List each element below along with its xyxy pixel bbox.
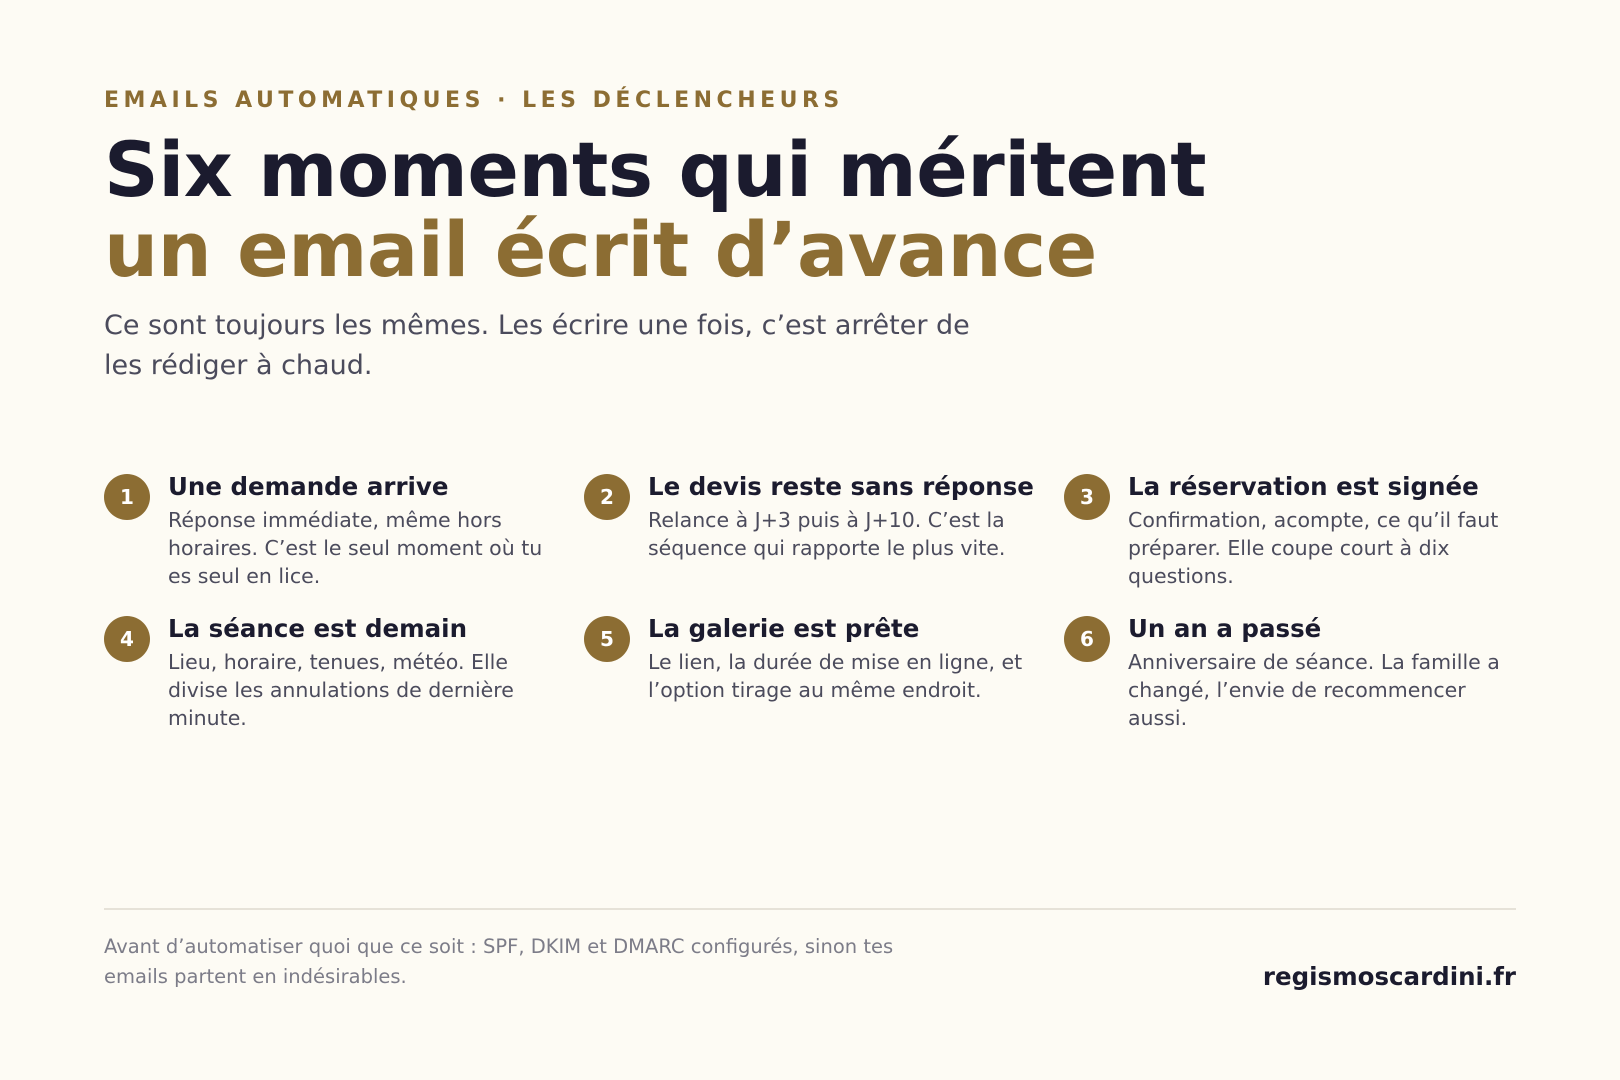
trigger-item-text xyxy=(648,614,1040,704)
footer-note: Avant d’automatiser quoi que ce soit : SPF, DKIM et DMARC configurés, sinon tes emails partent en indésirables. xyxy=(104,935,894,988)
trigger-item xyxy=(584,472,1064,590)
trigger-title: La galerie est prête xyxy=(648,614,920,643)
trigger-item-text xyxy=(168,472,560,590)
trigger-title: Le devis reste sans réponse xyxy=(648,472,1034,501)
trigger-description: Réponse immédiate, même hors horaires. C’est le seul moment où tu es seul en lice. xyxy=(168,508,543,588)
trigger-description: Relance à J+3 puis à J+10. C’est la séquence qui rapporte le plus vite. xyxy=(648,508,1006,560)
trigger-title: Une demande arrive xyxy=(168,472,449,501)
trigger-item-text xyxy=(1128,472,1516,590)
page-title-line-2: un email écrit d’avance xyxy=(104,205,1097,294)
step-number-badge: 1 xyxy=(104,474,150,520)
page-title xyxy=(104,125,1207,294)
trigger-item-text xyxy=(648,472,1040,562)
step-number-badge: 5 xyxy=(584,616,630,662)
trigger-title: La réservation est signée xyxy=(1128,472,1479,501)
site-link[interactable]: regismoscardini.fr xyxy=(1262,962,1516,991)
trigger-description: Lieu, horaire, tenues, météo. Elle divise les annulations de dernière minute. xyxy=(168,650,514,730)
trigger-grid xyxy=(104,472,1516,732)
trigger-description: Anniversaire de séance. La famille a changé, l’envie de recommencer aussi. xyxy=(1128,650,1500,730)
step-number-badge: 6 xyxy=(1064,616,1110,662)
step-number-badge: 4 xyxy=(104,616,150,662)
trigger-title: La séance est demain xyxy=(168,614,468,643)
lede: Ce sont toujours les mêmes. Les écrire une fois, c’est arrêter de les rédiger à chaud. xyxy=(104,310,970,381)
trigger-item-text xyxy=(168,614,560,732)
trigger-item xyxy=(1064,472,1516,590)
trigger-item-text xyxy=(1128,614,1516,732)
page-title-line-1: Six moments qui méritent xyxy=(104,125,1207,214)
page xyxy=(104,0,1516,1080)
trigger-description: Confirmation, acompte, ce qu’il faut préparer. Elle coupe court à dix questions. xyxy=(1128,508,1499,588)
trigger-title: Un an a passé xyxy=(1128,614,1322,643)
step-number-badge: 3 xyxy=(1064,474,1110,520)
trigger-description: Le lien, la durée de mise en ligne, et l’option tirage au même endroit. xyxy=(648,650,1023,702)
trigger-item xyxy=(104,472,584,590)
footer-divider xyxy=(104,908,1516,910)
trigger-item xyxy=(104,614,584,732)
trigger-item xyxy=(584,614,1064,732)
step-number-badge: 2 xyxy=(584,474,630,520)
trigger-item xyxy=(1064,614,1516,732)
eyebrow: EMAILS AUTOMATIQUES · LES DÉCLENCHEURS xyxy=(104,88,844,113)
